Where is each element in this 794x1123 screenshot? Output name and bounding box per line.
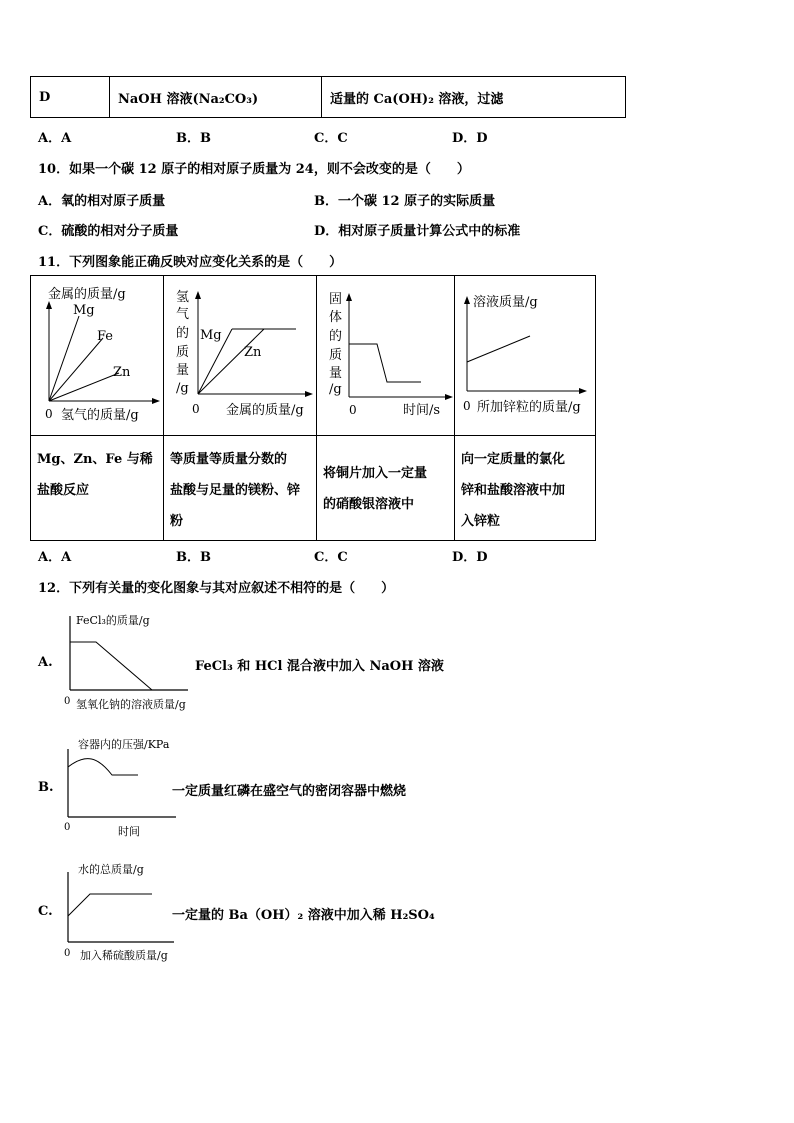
- q12-b-label: B.: [38, 780, 54, 795]
- desc-cell-a: [31, 436, 164, 541]
- graph-b-y1: 气: [176, 307, 190, 322]
- graph-cell-a: [31, 276, 164, 436]
- graph-b-y2: 的: [176, 326, 190, 341]
- desc-d-line1: 向一定质量的氯化: [461, 452, 566, 467]
- q12-c-x-label: 加入稀硫酸质量/g: [80, 949, 168, 962]
- q12-a-y-label: FeCl₃的质量/g: [76, 614, 150, 627]
- graph-cell-b: [164, 276, 317, 436]
- q12-stem: 12．下列有关量的变化图象与其对应叙述不相符的是（ ）: [38, 581, 395, 596]
- desc-c-line2: 的硝酸银溶液中: [323, 497, 415, 512]
- desc-b-line3: 粉: [170, 514, 184, 529]
- desc-b-line1: 等质量等质量分数的: [170, 452, 288, 467]
- graph-c-y4: 量: [329, 366, 343, 381]
- q10-option-c: C．硫酸的相对分子质量: [38, 224, 179, 239]
- graph-c-y2: 的: [329, 329, 343, 344]
- graph-cell-c: [317, 276, 455, 436]
- q12-a-label: A.: [38, 655, 53, 670]
- q12-b-desc: 一定质量红磷在盛空气的密闭容器中燃烧: [172, 784, 407, 799]
- graph-d: [455, 276, 595, 431]
- desc-cell-d: [455, 436, 596, 541]
- q12-c-zero: 0: [64, 948, 71, 959]
- q12-c-label: C.: [38, 904, 53, 919]
- graph-b-zero: 0: [192, 402, 200, 416]
- graph-c-y3: 质: [329, 348, 343, 363]
- row-label: D: [31, 77, 110, 118]
- graph-b-zn: Zn: [244, 345, 262, 360]
- graph-a: [31, 276, 163, 431]
- q10-stem: 10．如果一个碳 12 原子的相对原子质量为 24，则不会改变的是（ ）: [38, 162, 470, 177]
- q12-a-x-label: 氢氧化钠的溶液质量/g: [76, 698, 186, 711]
- graph-c-y0: 固: [329, 292, 343, 307]
- desc-cell-b: [164, 436, 317, 541]
- graph-b-y3: 质: [176, 345, 190, 360]
- q12-b-zero: 0: [64, 822, 71, 833]
- option-d: D．D: [452, 131, 488, 146]
- q12-b-y-label: 容器内的压强/KPa: [78, 738, 170, 751]
- graph-c: [317, 276, 454, 431]
- graph-c-y5: /g: [329, 382, 342, 397]
- graph-a-zero: 0: [45, 407, 53, 421]
- q11-graph-table: [30, 275, 596, 541]
- desc-a-line1: Mg、Zn、Fe 与稀: [37, 452, 153, 467]
- q11-option-a: A．A: [38, 550, 72, 565]
- q11-option-d: D．D: [452, 550, 488, 565]
- graph-a-zn: Zn: [113, 365, 131, 380]
- row-method: 适量的 Ca(OH)₂ 溶液，过滤: [322, 77, 626, 118]
- graph-b-y4: 量: [176, 363, 190, 378]
- desc-d-line2: 锌和盐酸溶液中加: [461, 483, 566, 498]
- graph-b-mg: Mg: [200, 328, 222, 343]
- q12-c-desc: 一定量的 Ba（OH）₂ 溶液中加入稀 H₂SO₄: [172, 908, 435, 923]
- option-c: C．C: [314, 131, 348, 146]
- row-substance: NaOH 溶液(Na₂CO₃): [110, 77, 322, 118]
- graph-c-y1: 体: [329, 310, 343, 325]
- q11-option-c: C．C: [314, 550, 348, 565]
- q12-b-x-label: 时间: [118, 825, 140, 838]
- q10-option-d: D．相对原子质量计算公式中的标准: [314, 224, 521, 239]
- q12-a-desc: FeCl₃ 和 HCl 混合液中加入 NaOH 溶液: [195, 659, 444, 674]
- graph-b-y5: /g: [176, 381, 189, 396]
- graph-d-y-label: 溶液质量/g: [473, 295, 538, 310]
- answer-table-row-d: [30, 76, 626, 118]
- desc-d-line3: 入锌粒: [461, 514, 501, 529]
- graph-d-x-label: 所加锌粒的质量/g: [477, 400, 581, 415]
- desc-b-line2: 盐酸与足量的镁粉、锌: [170, 483, 301, 498]
- graph-c-x-label: 时间/s: [403, 403, 441, 418]
- graph-cell-d: [455, 276, 596, 436]
- graph-a-y-label: 金属的质量/g: [48, 287, 126, 302]
- q12-graph-b: [58, 735, 188, 840]
- q10-option-a: A．氧的相对原子质量: [38, 194, 166, 209]
- graph-c-zero: 0: [349, 403, 357, 417]
- desc-c-line1: 将铜片加入一定量: [323, 466, 428, 481]
- q12-a-zero: 0: [64, 696, 71, 707]
- option-a: A．A: [38, 131, 72, 146]
- q10-option-b: B．一个碳 12 原子的实际质量: [314, 194, 496, 209]
- q11-option-b: B．B: [176, 550, 211, 565]
- desc-a-line2: 盐酸反应: [37, 483, 90, 498]
- desc-cell-c: [317, 436, 455, 541]
- graph-b-y0: 氢: [176, 290, 190, 305]
- graph-d-zero: 0: [463, 399, 471, 413]
- q12-graph-c: [58, 858, 188, 966]
- q12-c-y-label: 水的总质量/g: [78, 863, 144, 876]
- option-b: B．B: [176, 131, 211, 146]
- q11-stem: 11．下列图象能正确反映对应变化关系的是（ ）: [38, 255, 343, 270]
- graph-a-x-label: 氢气的质量/g: [61, 408, 139, 423]
- graph-a-fe: Fe: [97, 329, 114, 344]
- graph-b-x-label: 金属的质量/g: [226, 403, 304, 418]
- q12-graph-a: [60, 606, 195, 716]
- graph-a-mg: Mg: [73, 303, 95, 318]
- graph-b: [164, 276, 316, 431]
